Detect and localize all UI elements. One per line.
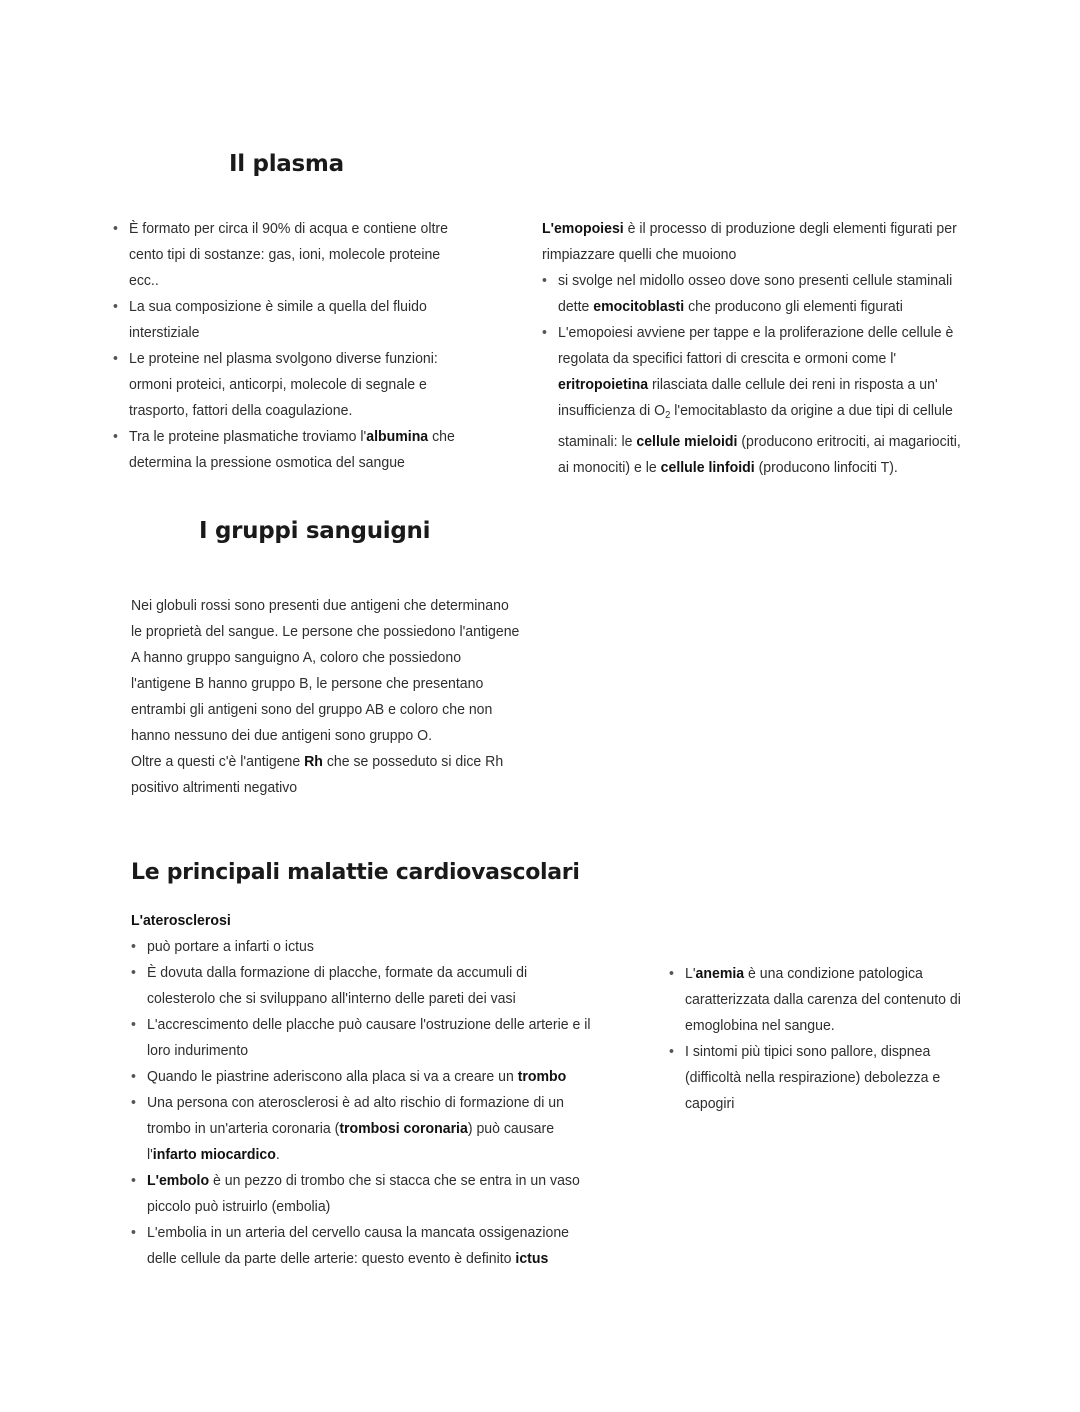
- gruppi-title: I gruppi sanguigni: [199, 518, 431, 544]
- malattie-title: Le principali malattie cardiovascolari: [131, 860, 580, 885]
- aterosclerosi-title: L'aterosclerosi: [131, 912, 231, 929]
- gruppi-paragraph: Nei globuli rossi sono presenti due antigeni che determinano le proprietà del sangue. Le persone che possiedono l'antigene A hanno gruppo sanguigno A, coloro che possiedono l'antigene B hanno gruppo B, le persone che presentano entrambi gli antigeni sono del gruppo AB e coloro che non hanno nessuno dei due antigeni sono gruppo O.: [131, 597, 520, 744]
- list-item: • L'emopoiesi avviene per tappe e la proliferazione delle cellule è regolata da specifici fattori di crescita e ormoni come l' eritropoietina rilasciata dalle cellule dei reni in risposta a un' insufficienza di $O_2$ l'emocitablasto da origine a due tipi di cellule staminali: le cellule mieloidi (producono eritrociti, ai magariociti, ai monociti) e le cellule linfoidi (producono linfociti T).: [542, 320, 963, 481]
- list-item: • L'embolo è un pezzo di trombo che si stacca che se entra in un vaso piccolo può istruirlo (embolia): [131, 1168, 592, 1220]
- list-item: • Una persona con aterosclerosi è ad alto rischio di formazione di un trombo in un'arteria coronaria (trombosi coronaria) può causare l'infarto miocardico.: [131, 1090, 592, 1168]
- list-item: • È dovuta dalla formazione di placche, formate da accumuli di colesterolo che si sviluppano all'interno delle pareti dei vasi: [131, 960, 592, 1012]
- term-emocitoblasti: emocitoblasti: [593, 298, 685, 315]
- gruppi-rh-paragraph: Oltre a questi c'è l'antigene Rh che se posseduto si dice Rh positivo altrimenti negativo: [131, 753, 504, 796]
- list-item: • si svolge nel midollo osseo dove sono presenti cellule staminali dette emocitoblasti che producono gli elementi figurati: [542, 268, 963, 320]
- list-item: • La sua composizione è simile a quella del fluido interstiziale: [113, 294, 470, 346]
- list-item: • Le proteine nel plasma svolgono diverse funzioni: ormoni proteici, anticorpi, molecole di segnale e trasporto, fattori della coagulazione.: [113, 346, 470, 424]
- emopoiesi-intro: L'emopoiesi è il processo di produzione degli elementi figurati per rimpiazzare quelli che muoiono: [542, 220, 957, 263]
- anemia-section: [669, 961, 979, 1117]
- term-albumina: albumina: [366, 428, 429, 445]
- plasma-title: Il plasma: [229, 151, 344, 177]
- plasma-list: [113, 216, 470, 476]
- list-item: • Tra le proteine plasmatiche troviamo l'albumina che determina la pressione osmotica del sangue: [113, 424, 470, 476]
- list-item: • L'anemia è una condizione patologica caratterizzata dalla carenza del contenuto di emoglobina nel sangue.: [669, 961, 979, 1039]
- list-item: • può portare a infarti o ictus: [131, 934, 592, 960]
- list-item: • L'embolia in un arteria del cervello causa la mancata ossigenazione delle cellule da parte delle arterie: questo evento è definito ictus: [131, 1220, 592, 1272]
- list-item: • I sintomi più tipici sono pallore, dispnea (difficoltà nella respirazione) debolezza e capogiri: [669, 1039, 979, 1117]
- emopoiesi-section: [542, 216, 963, 481]
- list-item: • L'accrescimento delle placche può causare l'ostruzione delle arterie e il loro indurimento: [131, 1012, 592, 1064]
- list-item: • Quando le piastrine aderiscono alla placa si va a creare un trombo: [131, 1064, 592, 1090]
- aterosclerosi-section: [131, 908, 592, 1272]
- gruppi-text: [131, 593, 521, 801]
- list-item: • È formato per circa il 90% di acqua e contiene oltre cento tipi di sostanze: gas, ioni, molecole proteine ecc..: [113, 216, 470, 294]
